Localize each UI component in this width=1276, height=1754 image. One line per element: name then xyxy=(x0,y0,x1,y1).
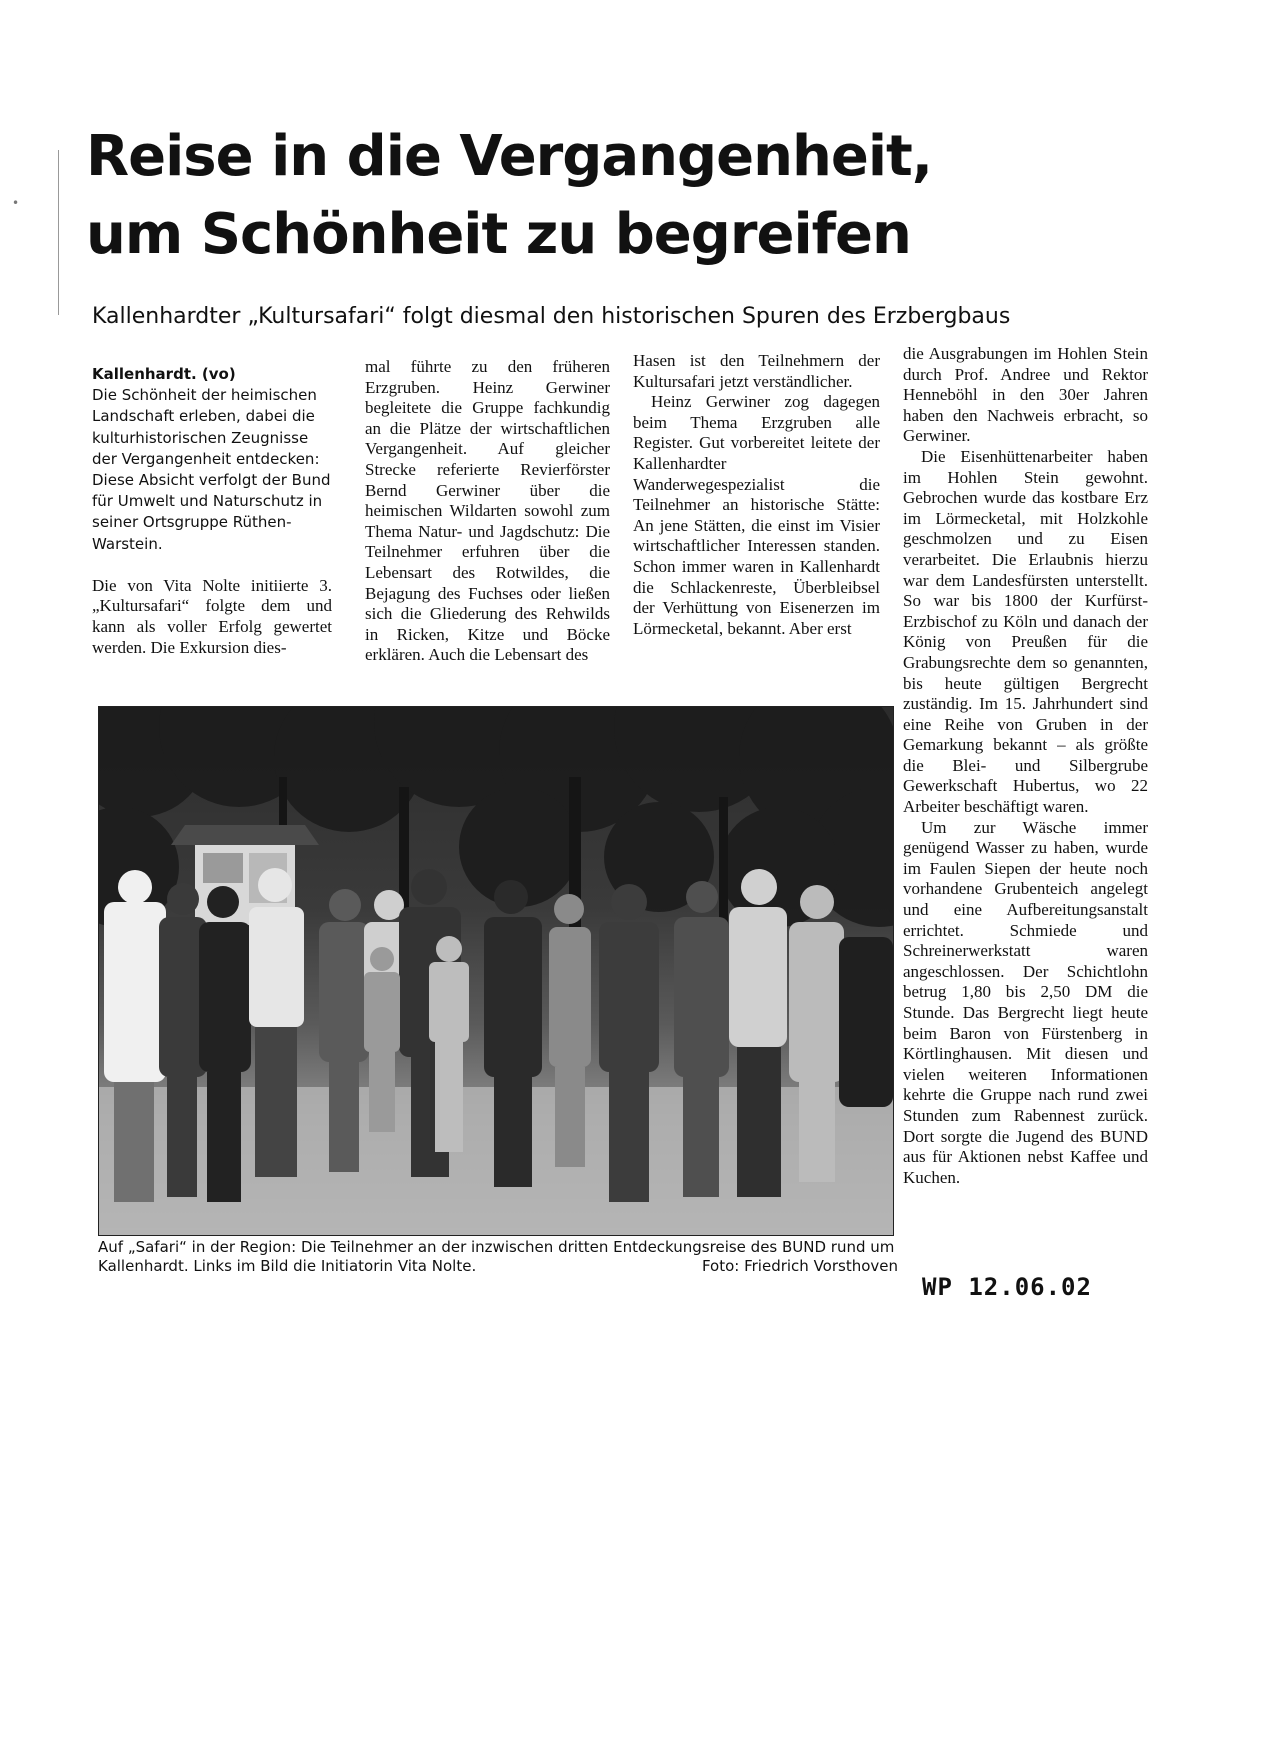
handwritten-date-stamp: WP 12.06.02 xyxy=(922,1273,1092,1301)
dateline: Kallenhardt. (vo) xyxy=(92,365,236,383)
lead-paragraph: Die Schönheit der heimischen Landschaft erleben, dabei die kulturhistorischen Zeugnisse der Vergangenheit entdecken: Diese Absicht verfolgt der Bund für Umwelt und Naturschutz in seiner Ortsgruppe Rüthen-Warstein. xyxy=(92,386,331,553)
article-photo xyxy=(98,706,894,1236)
article-column-4 xyxy=(903,344,1148,1188)
body-paragraph: die Ausgrabungen im Hohlen Stein durch Prof. Andree und Rektor Henneböhl in den 30er Jahren haben den Nachweis erbracht, so Gerwiner. xyxy=(903,344,1148,446)
photo-caption: Auf „Safari“ in der Region: Die Teilnehmer an der inzwischen dritten Entdeckungsreise des BUND rund um Kallenhardt. Links im Bild die Initiatorin Vita Nolte. xyxy=(98,1238,895,1275)
headline-line-2: um Schönheit zu begreifen xyxy=(86,202,911,267)
body-paragraph: Die von Vita Nolte initiierte 3. „Kultursafari“ folgte dem und kann als voller Erfolg gewertet werden. Die Exkursion dies- xyxy=(92,575,332,657)
paragraph-gap xyxy=(92,555,332,576)
body-paragraph: Die Eisenhüttenarbeiter haben im Hohlen Stein gewohnt. Gebrochen wurde das kostbare Erz im Lörmecketal, mit Holzkohle geschmolzen und zu Eisen verarbeitet. Die Erlaubnis hierzu war dem Landesfürsten unterstellt. So war bis 1800 der Kurfürst-Erzbischof zu Köln und danach der König von Preußen für die Grabungsrechte dem so genannten, bis heute gültigen Bergrecht zuständig. Im 15. Jahrhundert sind eine Reihe von Gruben in der Gemarkung bekannt – als größte die Blei- und Silbergrube Gewerkschaft Hubertus, wo 22 Arbeiter beschäftigt waren. xyxy=(903,446,1148,817)
article-column-1 xyxy=(92,364,332,658)
photo-caption-block xyxy=(98,1238,898,1276)
margin-rule xyxy=(58,150,59,315)
headline xyxy=(86,118,1066,274)
subheadline: Kallenhardter „Kultursafari“ folgt diesmal den historischen Spuren des Erzbergbaus xyxy=(92,304,1011,329)
scan-speck: • xyxy=(12,196,20,210)
body-paragraph: Hasen ist den Teilnehmern der Kultursafari jetzt verständlicher. xyxy=(633,351,880,391)
group-photo-illustration xyxy=(99,707,893,1235)
body-paragraph: mal führte zu den früheren Erzgruben. Heinz Gerwiner begleitete die Gruppe fachkundig an die Plätze der wirtschaftlichen Vergangenheit. Auf gleicher Strecke referierte Revierförster Bernd Gerwiner über die heimischen Wildarten sowohl zum Thema Natur- und Jagdschutz: Die Teilnehmer erfuhren über die Lebensart des Rotwildes, die Bejagung des Fuchses oder ließen sich die Gliederung des Rehwilds in Ricken, Kitze und Böcke erklären. Auch die Lebensart des xyxy=(365,357,610,665)
headline-line-1: Reise in die Vergangenheit, xyxy=(86,124,933,189)
body-paragraph: Um zur Wäsche immer genügend Wasser zu haben, wurde im Faulen Siepen der heute noch vorhandene Grubenteich angelegt und eine Aufbereitungsanstalt errichtet. Schmiede und Schreinerwerkstatt waren angeschlossen. Der Schichtlohn betrug 1,80 bis 2,50 DM die Stunde. Das Bergrecht liegt heute beim Baron von Fürstenberg in Körtlinghausen. Mit diesen und vielen weiteren Informationen kehrte die Gruppe nach rund zwei Stunden zum Rabennest zurück. Dort sorgte die Jugend des BUND aus für Aktionen nebst Kaffee und Kuchen. xyxy=(903,817,1148,1187)
article-column-3 xyxy=(633,351,880,639)
body-paragraph: Heinz Gerwiner zog dagegen beim Thema Erzgruben alle Register. Gut vorbereitet leitete der Kallenhardter Wanderwegespezialist die Teilnehmer an historische Stätte: An jene Stätten, die einst im Visier wirtschaftlicher Interessen standen. Schon immer waren in Kallenhardt die Schlackenreste, Überbleibsel der Verhüttung von Eisenerzen im Lörmecketal, bekannt. Aber erst xyxy=(633,392,880,638)
article-column-2 xyxy=(365,357,610,666)
photo-credit: Foto: Friedrich Vorsthoven xyxy=(701,1257,898,1275)
